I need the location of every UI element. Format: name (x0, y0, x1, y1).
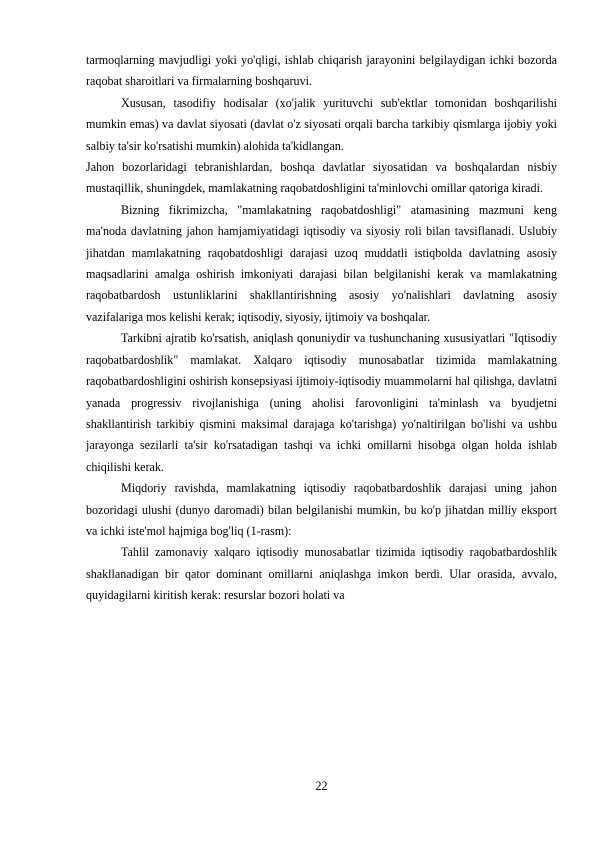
paragraph-2: Xususan, tasodifiy hodisalar (xo'jalik yurituvchi sub'ektlar tomonidan boshqarilishi mumkin emas) va davlat siyosati (davlat o'z siyosati orqali barcha tarkibiy qismlarga ijobiy yoki salbiy ta'sir ko'rsatishi mumkin) alohida ta'kidlangan. (86, 95, 557, 153)
paragraph-3: Jahon bozorlaridagi tebranishlardan, boshqa davlatlar siyosatidan va boshqalardan nisbiy mustaqillik, shuningdek, mamlakatning raqobatdoshligini ta'minlovchi omillar qatoriga kiradi. (86, 160, 557, 196)
paragraph-4: Bizning fikrimizcha, "mamlakatning raqobatdoshligi" atamasining mazmuni keng ma'noda davlatning jahon hamjamiyatidagi iqtisodiy va siyosiy roli bilan tavsiflanadi. Uslubiy jihatdan mamlakatning raqobatdoshligi darajasi uzoq muddatli istiqbolda davlatning asosiy maqsadlarini amalga oshirish imkoniyati darajasi bilan belgilanishi kerak va mamlakatning raqobatbardosh ustunliklarini shakllantirishning asosiy yo'nalishlari davlatning asosiy vazifalariga mos kelishi kerak; iqtisodiy, siyosiy, ijtimoiy va boshqalar. (86, 202, 557, 324)
document-body (86, 50, 557, 607)
paragraph-7: Tahlil zamonaviy xalqaro iqtisodiy munosabatlar tizimida iqtisodiy raqobatbardoshlik shakllanadigan bir qator dominant omillarni aniqlashga imkon berdi. Ular orasida, avvalo, quyidagilarni kiritish kerak: resurslar bozori holati va (86, 545, 557, 603)
paragraph-6: Miqdoriy ravishda, mamlakatning iqtisodiy raqobatbardoshlik darajasi uning jahon bozoridagi ulushi (dunyo daromadi) bilan belgilanishi mumkin, bu ko'p jihatdan milliy eksport va ichki iste'mol hajmiga bog'liq (1-rasm): (86, 481, 557, 538)
page-number: 22 (315, 779, 328, 793)
paragraph-1: tarmoqlarning mavjudligi yoki yo'qligi, ishlab chiqarish jarayonini belgilaydigan ichki bozorda raqobat sharoitlari va firmalarning boshqaruvi. (86, 53, 557, 89)
paragraph-5: Tarkibni ajratib ko'rsatish, aniqlash qonuniydir va tushunchaning xususiyatlari "Iqtisodiy raqobatbardoshlik" mamlakat. Xalqaro iqtisodiy munosabatlar tizimida mamlakatning raqobatbardoshligini oshirish konsepsiyasi ijtimoiy-iqtisodiy muammolarni hal qilishga, davlatni yanada progressiv rivojlanishiga (uning aholisi farovonligini ta'minlash va byudjetni shakllantirish tarkibiy qismini maksimal darajaga ko'tarishga) yo'naltirilgan bo'lishi va ushbu jarayonga sezilarli ta'sir ko'rsatadigan tashqi va ichki omillarni hisobga olgan holda ishlab chiqilishi kerak. (86, 331, 557, 474)
